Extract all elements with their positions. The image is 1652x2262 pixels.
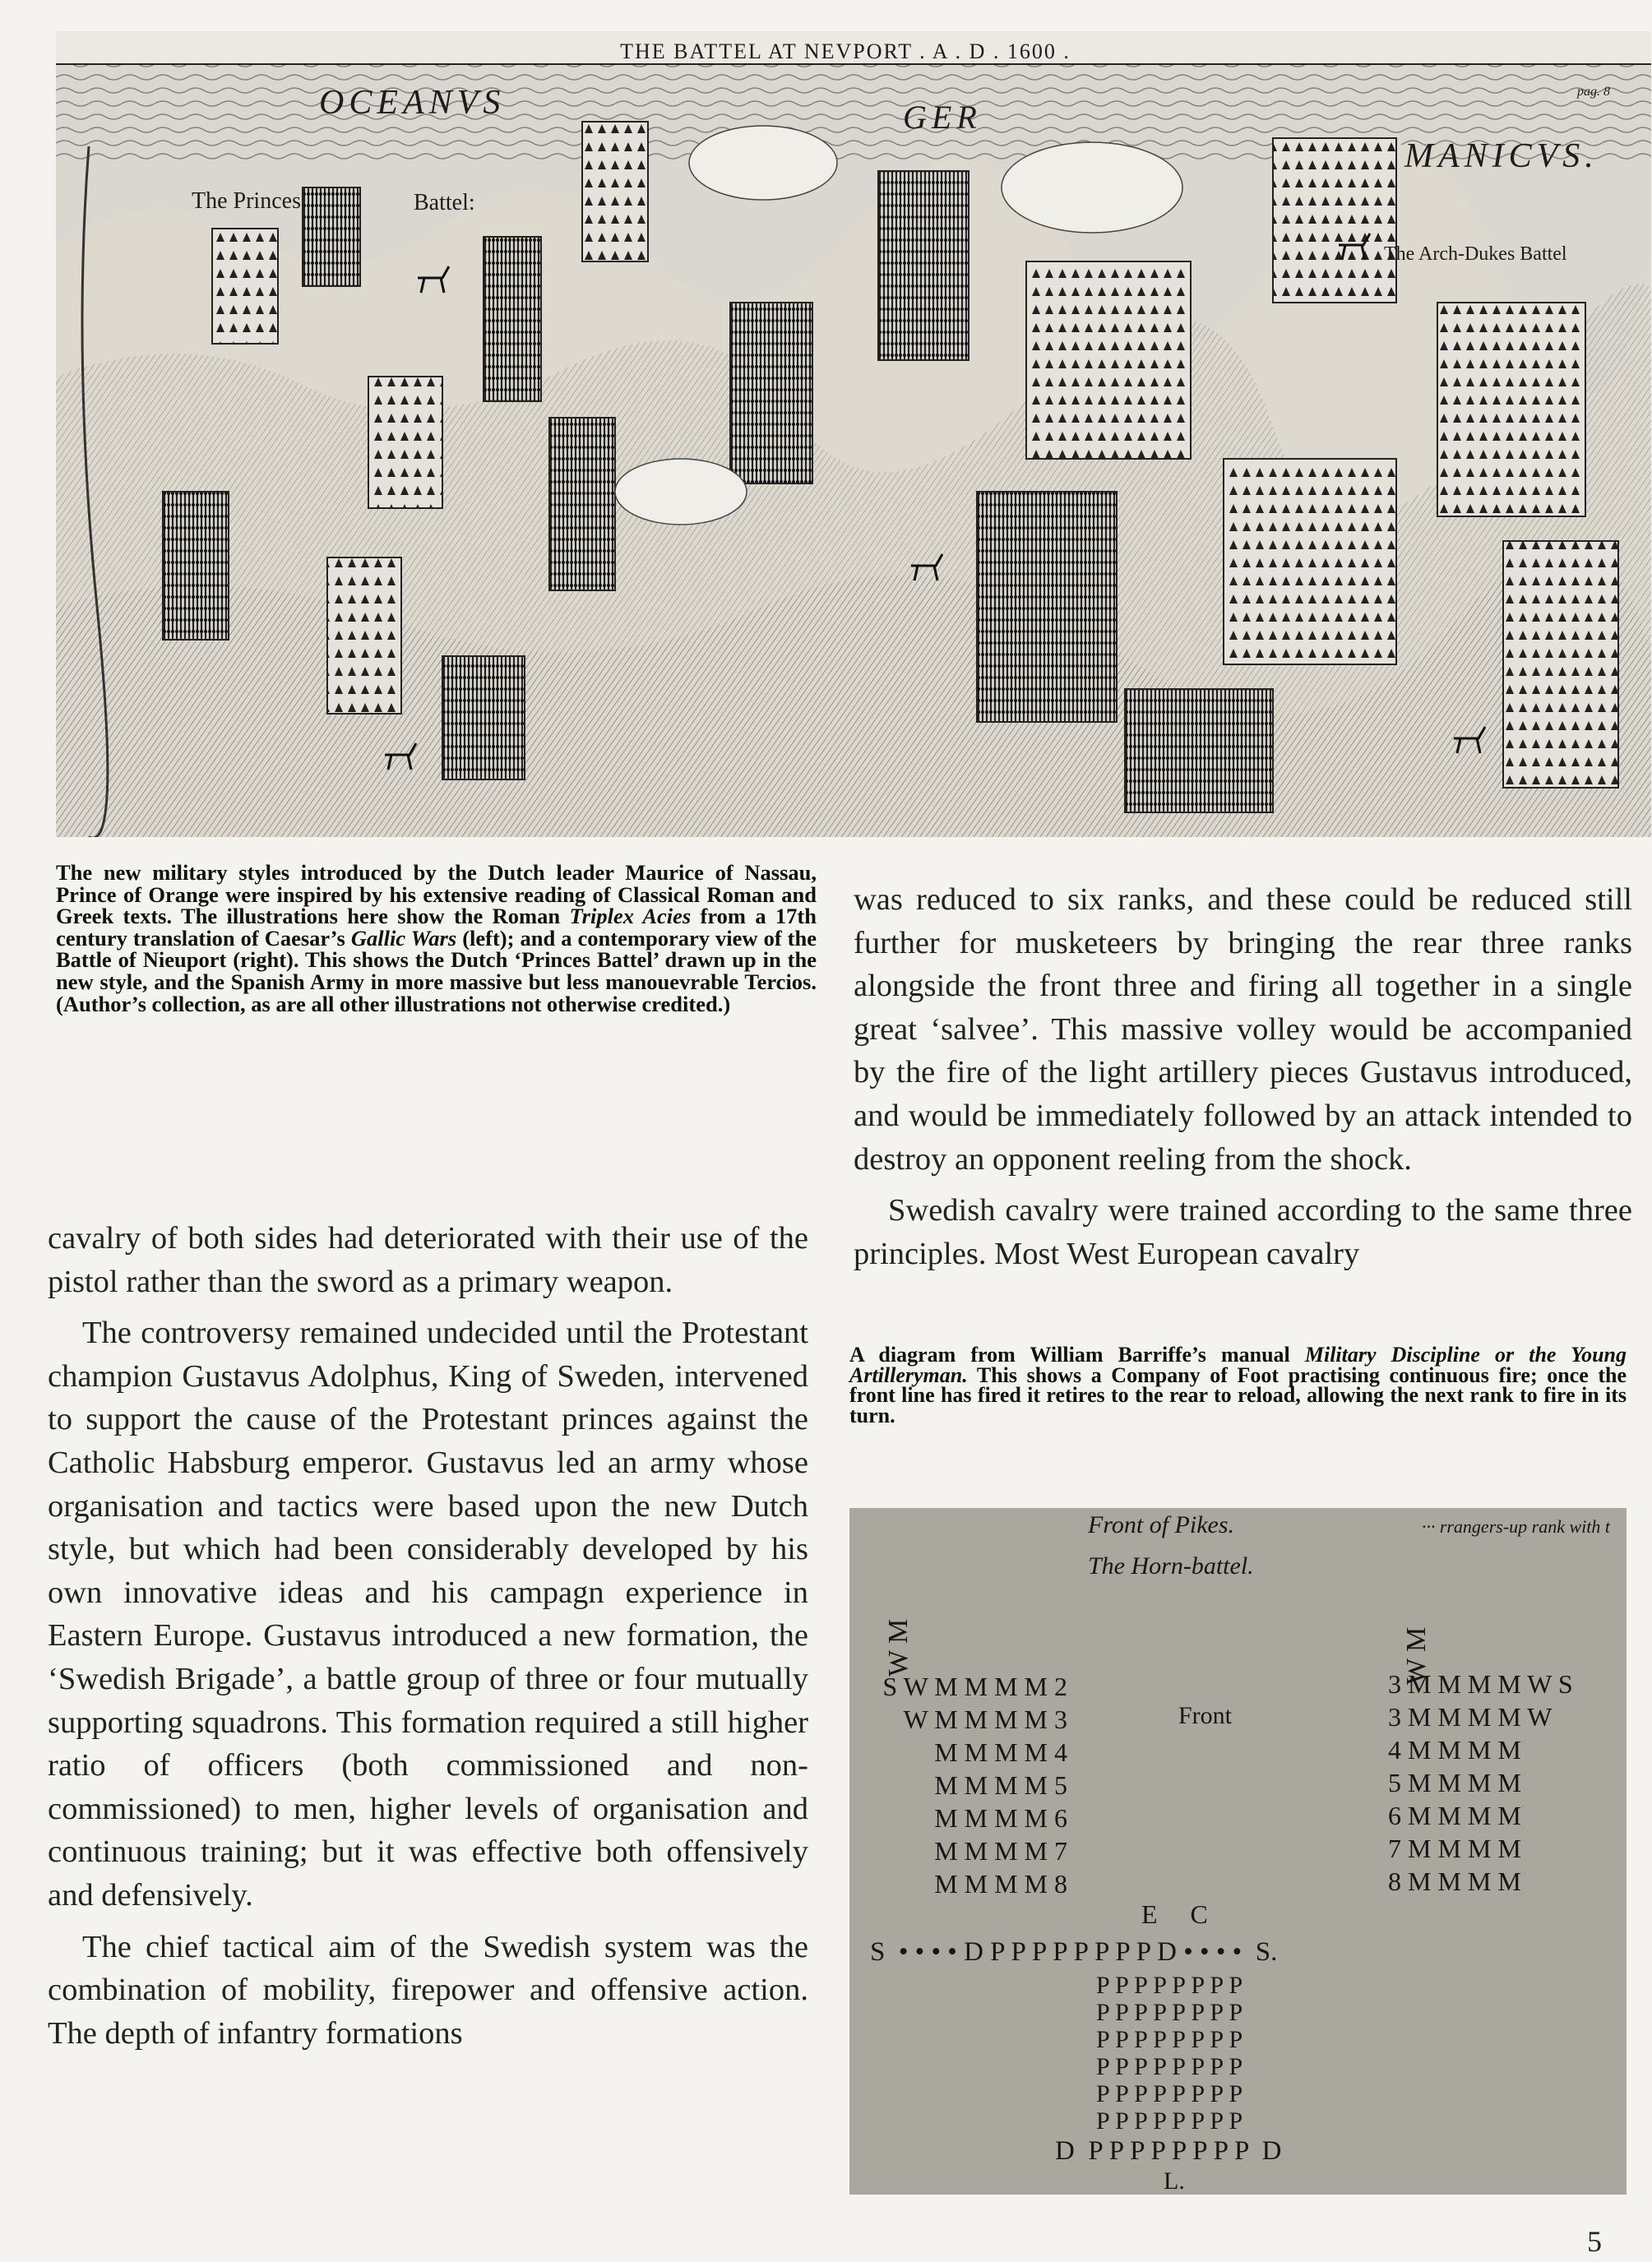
pike-block [1096, 1972, 1242, 2135]
diagram-row: M M M M 4 [934, 1737, 1067, 1767]
diagram-row: W M M M M 3 [903, 1705, 1067, 1734]
paragraph: Swedish cavalry were trained according to the same three principles. Most West European cavalry [854, 1193, 1632, 1271]
diagram-row: 3 M M M M W S [1388, 1669, 1573, 1699]
diagram-row: 4 M M M M [1388, 1735, 1521, 1765]
paragraph: cavalry of both sides had deteriorated with their use of the pistol rather than the sword as a primary weapon. [48, 1221, 808, 1299]
diagram-front-label: Front [1178, 1702, 1233, 1729]
label-battel: Battel: [414, 190, 475, 215]
diagram-row: P P P P P P P P [1096, 1972, 1243, 1999]
engraving-caption: The new military styles introduced by the Dutch leader Maurice of Nassau, Prince of Orange were inspired by his extensive reading of Classical Roman and Greek texts. The illustrations here show the Roman Triplex Acies from a 17th century translation of Caesar’s Gallic Wars (left); and a contemporary view of the Battle of Nieuport (right). This shows the Dutch ‘Princes Battel’ drawn up in the new style, and the Spanish Army in more massive but less manouevrable Tercios. (Author’s collection, as are all other illustrations not otherwise credited.) [56, 860, 817, 1016]
diagram-row: 3 M M M M W [1388, 1702, 1553, 1732]
engraving-art [56, 31, 1651, 837]
barriffe-diagram [849, 1508, 1627, 2195]
engraving-title: THE BATTEL AT NEVPORT . A . D . 1600 . [620, 39, 1071, 63]
diagram-pike-last-row: D P P P P P P P P D [1055, 2136, 1282, 2166]
diagram-rotated-mark-right: W M [1401, 1626, 1432, 1685]
diagram-row: S W M M M M 2 [882, 1672, 1067, 1701]
page-number: 5 [1587, 2225, 1602, 2258]
diagram-row: P P P P P P P P [1096, 2026, 1243, 2053]
diagram-row: P P P P P P P P [1096, 2053, 1243, 2080]
engraving-page-ref: pag. 8 [1577, 85, 1610, 99]
diagram-row: P P P P P P P P [1096, 2107, 1243, 2135]
paragraph: The chief tactical aim of the Swedish system was the combination of mobility, firepower and offensive action. The depth of infantry formations [48, 1929, 808, 2051]
label-archdukes: The Arch-Dukes Battel [1384, 243, 1567, 265]
label-princes: The Princes [192, 188, 301, 214]
diagram-header-ranks: ··· rrangers-up rank with t [1421, 1516, 1610, 1537]
battle-engraving [56, 31, 1651, 837]
diagram-rotated-mark-left: W M [883, 1618, 914, 1677]
diagram-row: M M M M 7 [934, 1836, 1067, 1866]
diagram-art [849, 1508, 1627, 2195]
label-oceanus: OCEANVS [319, 84, 506, 122]
diagram-ec-label: E C [1141, 1899, 1208, 1929]
diagram-header-pikes: Front of Pikes. [1088, 1511, 1235, 1538]
diagram-row: P P P P P P P P [1096, 1999, 1243, 2026]
diagram-row: M M M M 6 [934, 1803, 1067, 1833]
diagram-row: M M M M 8 [934, 1869, 1067, 1899]
left-column-text [48, 1217, 808, 2063]
right-column-text [854, 878, 1632, 1284]
diagram-row: 5 M M M M [1388, 1768, 1521, 1797]
label-manicus: MANICVS. [1404, 137, 1599, 175]
diagram-row: 6 M M M M [1388, 1801, 1521, 1830]
diagram-row: 8 M M M M [1388, 1866, 1521, 1896]
diagram-bottom-label: L. [1164, 2167, 1185, 2195]
diagram-header-hornbattel: The Horn-battel. [1088, 1552, 1254, 1580]
diagram-pike-front-row: S • • • • D P P P P P P P P D • • • • S. [870, 1937, 1278, 1967]
diagram-caption: A diagram from William Barriffe’s manual Military Discipline or the Young Artilleryman. This shows a Company of Foot practising continuous fire; once the front line has fired it retires to the rear to reload, allowing the next rank to fire in its turn. [849, 1343, 1627, 1427]
diagram-row: M M M M 5 [934, 1770, 1067, 1800]
diagram-row: P P P P P P P P [1096, 2080, 1243, 2107]
diagram-row: 7 M M M M [1388, 1834, 1521, 1863]
paragraph: was reduced to six ranks, and these could be reduced still further for musketeers by bringing the rear three ranks alongside the front three and firing all together in a single great ‘salvee’. This massive volley would be accompanied by the fire of the light artillery pieces Gustavus introduced, and would be immediately followed by an attack intended to destroy an opponent reeling from the shock. [854, 882, 1632, 1177]
paragraph: The controversy remained undecided until the Protestant champion Gustavus Adolphus, King of Sweden, intervened to support the cause of the Protestant princes against the Catholic Habsburg emperor. Gustavus led an army whose organisation and tactics were based upon the new Dutch style, but which had been considerably developed by his own innovative ideas and his campagn experience in Eastern Europe. Gustavus introduced a new formation, the ‘Swedish Brigade’, a battle group of three or four mutually supporting squadrons. This formation required a still higher ratio of officers (both commissioned and non-commissioned) to men, higher levels of organisation and continuous training; but it was effective both offensively and defensively. [48, 1316, 808, 1913]
label-ger: GER [903, 99, 982, 136]
